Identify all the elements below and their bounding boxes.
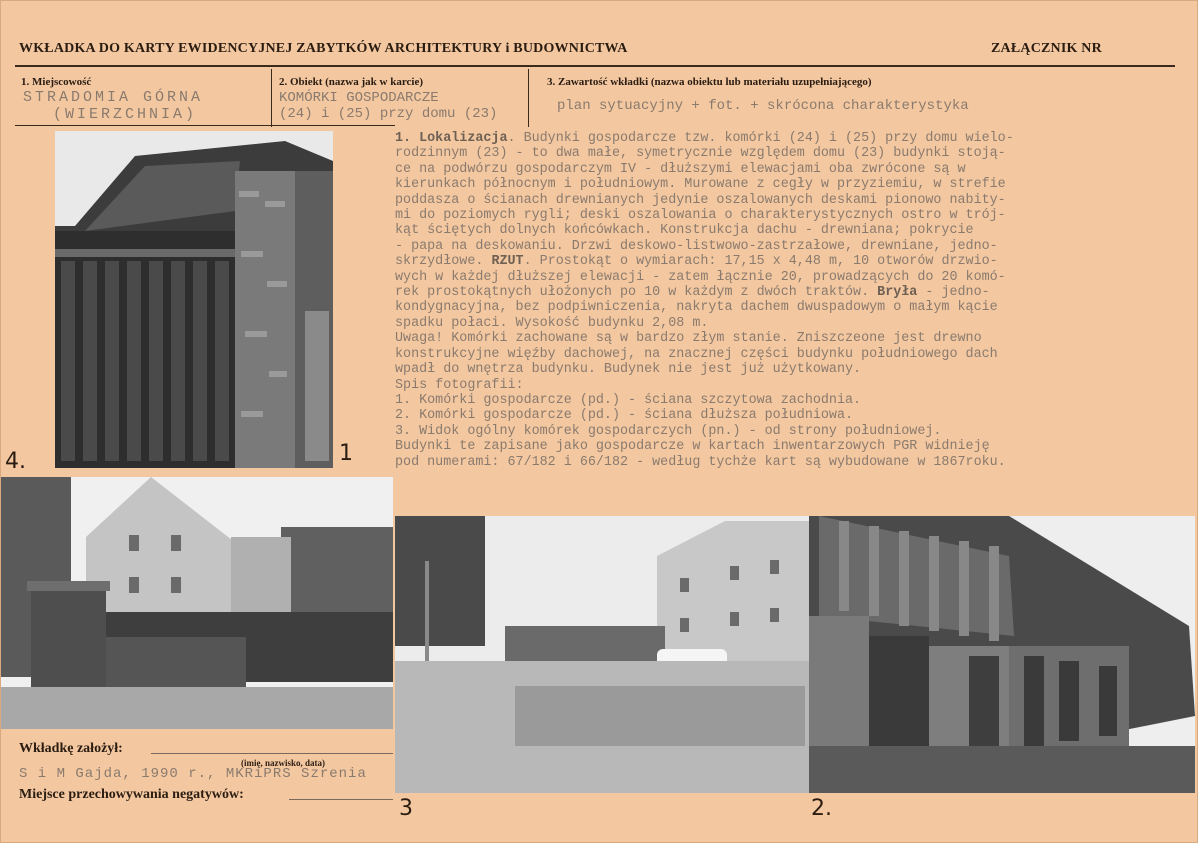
description-line (395, 331, 1179, 346)
description-heading: Bryła (877, 285, 918, 301)
fields-rule (15, 125, 395, 126)
description-heading: RZUT (491, 254, 524, 270)
description-segment: Budynki te zapisane jako gospodarcze w kartach inwentarzowych PGR widnieję (395, 439, 990, 455)
description-line (395, 254, 1179, 269)
object-value-sub: (24) i (25) przy domu (23) (279, 106, 498, 122)
description-segment: Uwaga! Komórki zachowane są w bardzo złym stanie. Zniszczeone jest drewno (395, 331, 982, 347)
description-line (395, 378, 1179, 393)
photo-3-general-view (395, 516, 809, 793)
description-line (395, 362, 1179, 377)
description-segment: rodzinnym (23) - to dwa małe, symetrycznie względem domu (23) budynki stoją- (395, 146, 1006, 162)
photo-1-gable-wall (55, 131, 333, 468)
founder-line (151, 753, 393, 754)
photo-2-number: 2. (811, 796, 832, 821)
description-line (395, 193, 1179, 208)
description-line (395, 424, 1179, 439)
photo-2-long-wall (809, 516, 1195, 793)
storage-line (289, 799, 393, 800)
photo-1-number: 1 (339, 441, 353, 466)
founder-value: S i M Gajda, 1990 r., MKRiPRS Szrenia (19, 766, 367, 782)
card-title: WKŁADKA DO KARTY EWIDENCYJNEJ ZABYTKÓW ARCHITEKTURY i BUDOWNICTWA (19, 41, 628, 56)
object-label: 2. Obiekt (nazwa jak w karcie) (279, 76, 424, 88)
storage-label: Miejsce przechowywania negatywów: (19, 787, 244, 802)
description-segment: kąt ściętych dolnych końcówkach. Konstrukcja dachu - drewniana; pokrycie (395, 223, 974, 239)
description-segment: - jedno- (917, 285, 990, 301)
description-segment: poddasza o ścianach drewnianych jedynie oszalowanych deskami pionowo nabity- (395, 192, 1006, 208)
description-line (395, 223, 1179, 238)
description-line (395, 393, 1179, 408)
photo-4-number: 4. (5, 449, 26, 474)
description-line (395, 131, 1179, 146)
description-line (395, 285, 1179, 300)
description-segment: 3. Widok ogólny komórek gospodarczych (pn.) - od strony południowej. (395, 423, 942, 439)
description-line (395, 177, 1179, 192)
header-rule (15, 65, 1175, 67)
description-segment: mi do poziomych rygli; deski oszalowania o charakterystycznych ostro w trój- (395, 208, 1006, 224)
description-segment: . Prostokąt o wymiarach: 17,15 x 4,48 m, 10 otworów drzwio- (523, 254, 998, 270)
object-value: KOMÓRKI GOSPODARCZE (279, 90, 439, 106)
description-line (395, 208, 1179, 223)
description-segment: Spis fotografii: (395, 377, 524, 393)
description-line (395, 316, 1179, 331)
founder-hint: (imię, nazwisko, data) (241, 758, 325, 768)
field-divider (271, 69, 272, 127)
location-label: 1. Miejscowość (21, 76, 92, 88)
description-line (395, 270, 1179, 285)
description-line (395, 439, 1179, 454)
description-segment: pod numerami: 67/182 i 66/182 - według tychże kart są wybudowane w 1867roku. (395, 454, 1006, 470)
location-value: STRADOMIA GÓRNA (23, 89, 204, 106)
description-line (395, 162, 1179, 177)
description-line (395, 146, 1179, 161)
field-divider (528, 69, 529, 127)
description-segment: 2. Komórki gospodarcze (pd.) - ściana dłuższa południowa. (395, 408, 854, 424)
description-segment: . Budynki gospodarcze tzw. komórki (24) i (25) przy domu wielo- (507, 131, 1014, 146)
description-segment: spadku połaci. Wysokość budynku 2,08 m. (395, 315, 709, 331)
content-value: plan sytuacyjny + fot. + skrócona charakterystyka (557, 98, 969, 114)
founder-label: Wkładkę założył: (19, 741, 123, 756)
location-value-sub: (WIERZCHNIA) (53, 106, 198, 123)
description-line (395, 408, 1179, 423)
description-line (395, 455, 1179, 470)
description-segment: wych w każdej dłuższej elewacji - zatem łącznie 20, prowadzących do 20 komó- (395, 269, 1006, 285)
description-line (395, 239, 1179, 254)
description-segment: - papa na deskowaniu. Drzwi deskowo-listwowo-zastrzałowe, drewniane, jedno- (395, 238, 998, 254)
content-label: 3. Zawartość wkładki (nazwa obiektu lub materiału uzupełniającego) (547, 76, 872, 88)
description-segment: konstrukcyjne więźby dachowej, na znacznej części budynku południowego dach (395, 346, 998, 362)
description-segment: skrzydłowe. (395, 254, 492, 270)
description-segment: ce na podwórzu gospodarczym IV - dłuższymi elewacjami oba zwrócone są w (395, 161, 966, 177)
description-line (395, 300, 1179, 315)
description-line (395, 347, 1179, 362)
description-segment: kierunkach północnym i południowym. Murowane z cegły w przyziemiu, w strefie (395, 177, 1006, 193)
appendix-label: ZAŁĄCZNIK NR (991, 41, 1102, 56)
photo-4-yard-view (1, 477, 393, 729)
description-heading: 1. Lokalizacja (395, 131, 508, 146)
photo-3-number: 3 (399, 796, 413, 821)
description-text (395, 131, 1179, 470)
description-segment: rek prostokątnych ułożonych po 10 w każdym z dwóch traktów. (395, 285, 878, 301)
description-segment: 1. Komórki gospodarcze (pd.) - ściana szczytowa zachodnia. (395, 392, 862, 408)
description-segment: wpadł do wnętrza budynku. Budynek nie jest już użytkowany. (395, 362, 862, 378)
description-segment: kondygnacyjna, bez podpiwniczenia, nakryta dachem dwuspadowym o małym kącie (395, 300, 998, 316)
